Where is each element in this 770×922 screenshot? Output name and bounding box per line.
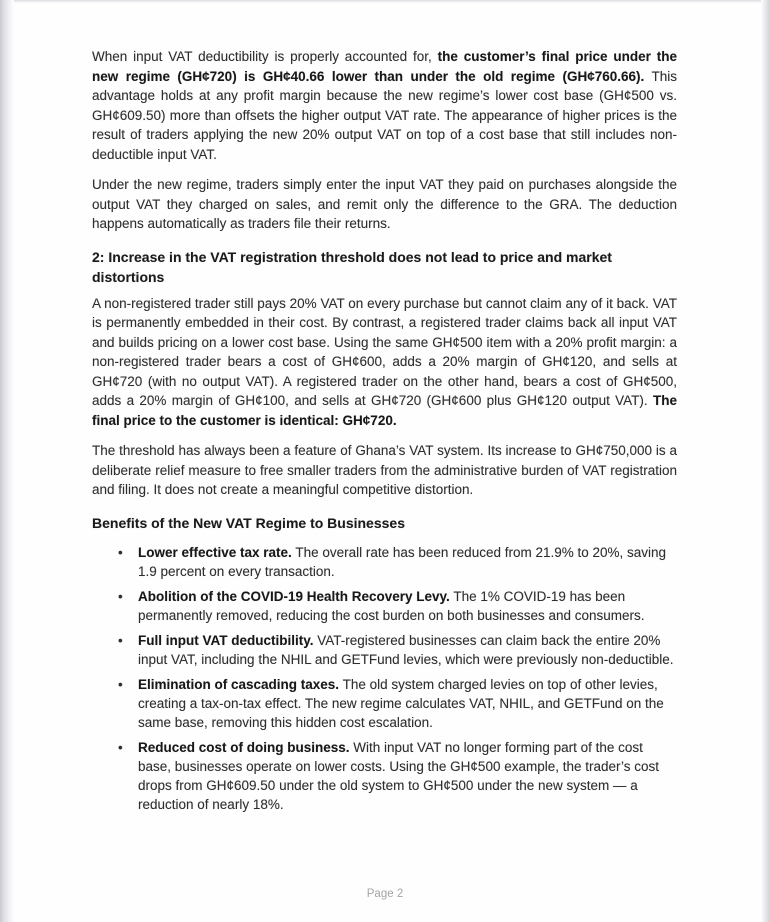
list-item-text: The old system charged levies on top of other levies, creating a tax-on-tax effect. The new regime calculates VAT, NHIL, and GETFund on the same base, removing this hidden cost escalation. [138,676,664,730]
page-content [92,47,677,820]
paragraph-registered-vs-unregistered [92,294,677,431]
text-segment: A non-registered trader still pays 20% VAT on every purchase but cannot claim any of it back. VAT is permanently embedded in their cost. By contrast, a registered trader claims back all input VAT and builds pricing on a lower cost base. Using the same GH¢500 item with a 20% profit margin: a non-registered trader bears a cost of GH¢600, adds a 20% margin of GH¢120, and sells at GH¢720 (with no output VAT). A registered trader on the other hand, bears a cost of GH¢500, adds a 20% margin of GH¢100, and sells at GH¢720 (GH¢600 plus GH¢120 output VAT). [92,295,677,408]
benefits-list [92,543,677,814]
text-segment: When input VAT deductibility is properly accounted for, [92,49,438,64]
bullet-icon: • [118,588,123,604]
page-number: Page 2 [366,888,404,900]
list-item-text: VAT-registered businesses can claim back the entire 20% input VAT, including the NHIL and GETFund levies, which were previously non-deductible. [138,632,674,667]
list-item-text: The overall rate has been reduced from 21.9% to 20%, saving 1.9 percent on every transaction. [138,544,667,579]
text-segment-bold: The final price to the customer is identical: GH¢720. [92,393,677,428]
list-item-covid-levy [92,587,677,625]
bullet-icon: • [118,676,123,692]
text-segment: This advantage holds at any profit margin because the new regime’s lower cost base (GH¢500 vs. GH¢609.50) more than offsets the higher output VAT rate. The appearance of higher prices is the result of traders applying the new 20% output VAT on top of a cost base that still includes non-deductible input VAT. [92,68,678,162]
list-item-reduced-cost [92,738,677,814]
page-edge-top [0,0,770,3]
list-item-lead: Elimination of cascading taxes. [138,676,340,692]
list-item-lead: Abolition of the COVID-19 Health Recovery Levy. [138,588,450,604]
bullet-icon: • [118,739,123,755]
page-edge-right [761,0,770,922]
list-item-cascading-taxes [92,675,677,732]
list-item-lead: Reduced cost of doing business. [138,739,350,755]
list-item-lower-rate [92,543,677,581]
paragraph-threshold-history: The threshold has always been a feature of Ghana’s VAT system. Its increase to GH¢750,000 is a deliberate relief measure to free smaller traders from the administrative burden of VAT registration and filing. It does not create a meaningful competitive distortion. [92,443,677,497]
bullet-icon: • [118,632,123,648]
page-edge-left [0,0,14,922]
paragraph-final-price [92,47,677,164]
list-item-lead: Full input VAT deductibility. [138,632,314,648]
list-item-deductibility [92,631,677,669]
heading-benefits: Benefits of the New VAT Regime to Businesses [92,514,405,531]
list-item-lead: Lower effective tax rate. [138,544,292,560]
text-segment-bold: the customer’s final price under the new regime (GH¢720) is GH¢40.66 lower than under the old regime (GH¢760.66). [92,49,677,84]
list-item-text: With input VAT no longer forming part of the cost base, businesses operate on lower costs. Using the GH¢500 example, the trader’s cost drops from GH¢609.50 under the old system to GH¢500 under the new system — a reduction of nearly 18%. [138,739,660,812]
list-item-text: The 1% COVID-19 has been permanently removed, reducing the cost burden on both businesses and consumers. [138,588,645,623]
paragraph-remittance: Under the new regime, traders simply enter the input VAT they paid on purchases alongside the output VAT they charged on sales, and remit only the difference to the GRA. The deduction happens automatically as traders file their returns. [92,177,677,231]
heading-section-2: 2: Increase in the VAT registration threshold does not lead to price and market distortions [92,248,612,285]
bullet-icon: • [118,544,123,560]
